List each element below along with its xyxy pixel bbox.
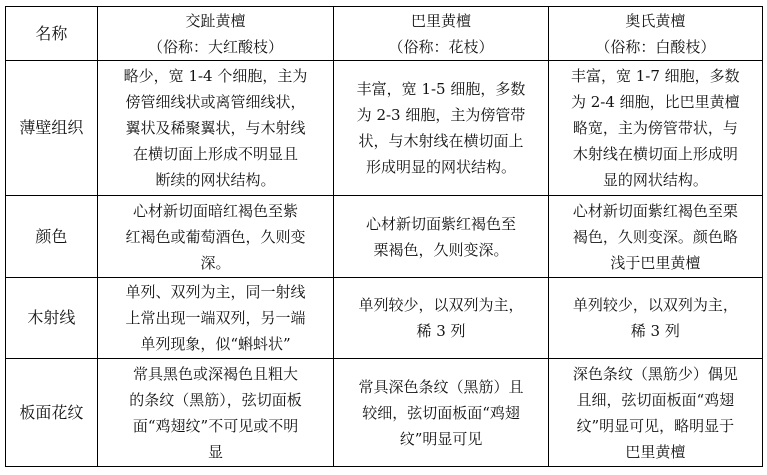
header-row [6, 7, 763, 61]
table-cell: 单列、双列为主，同一射线 上常出现一端双列，另一端 单列现象，似“蝌蚪状” [97, 278, 334, 359]
row-label: 颜色 [6, 196, 98, 278]
table-cell: 单列较少，以双列为主， 稀 3 列 [548, 278, 762, 359]
row-label: 薄壁组织 [6, 61, 98, 196]
table-row [6, 278, 763, 359]
header-dalbergia-bariensis: 巴里黄檀 （俗称：花枝） [334, 7, 548, 61]
table-cell: 深色条纹（黑筋少）偶见 且细，弦切面板面“鸡翅 纹”明显可见，略明显于 巴里黄檀 [548, 359, 762, 467]
table-row [6, 359, 763, 467]
table-cell: 心材新切面紫红褐色至栗 褐色，久则变深。颜色略 浅于巴里黄檀 [548, 196, 762, 278]
row-label: 板面花纹 [6, 359, 98, 467]
table-cell: 常具深色条纹（黑筋）且 较细，弦切面板面“鸡翅 纹”明显可见 [334, 359, 548, 467]
table-cell: 心材新切面紫红褐色至 栗褐色，久则变深。 [334, 196, 548, 278]
table-cell: 心材新切面暗红褐色至紫 红褐色或葡萄酒色，久则变 深。 [97, 196, 334, 278]
row-label: 木射线 [6, 278, 98, 359]
table-cell: 略少，宽 1-4 个细胞，主为 傍管细线状或离管细线状， 翼状及稀聚翼状，与木射线 在横切面上形成不明显且 断续的网状结构。 [97, 61, 334, 196]
table-cell: 常具黑色或深褐色且粗大 的条纹（黑筋），弦切面板 面“鸡翅纹”不可见或不明 显 [97, 359, 334, 467]
header-dalbergia-oliveri: 奥氏黄檀 （俗称：白酸枝） [548, 7, 762, 61]
header-name: 名称 [6, 7, 98, 61]
table-row [6, 196, 763, 278]
table-cell: 单列较少，以双列为主， 稀 3 列 [334, 278, 548, 359]
table-cell: 丰富，宽 1-5 细胞，多数 为 2-3 细胞，主为傍管带 状，与木射线在横切面上 形成明显的网状结构。 [334, 61, 548, 196]
table-cell: 丰富，宽 1-7 细胞，多数 为 2-4 细胞，比巴里黄檀 略宽，主为傍管带状，与 木射线在横切面上形成明 显的网状结构。 [548, 61, 762, 196]
rosewood-comparison-table [5, 6, 763, 467]
table-row [6, 61, 763, 196]
header-dalbergia-cochinchinensis: 交趾黄檀 （俗称：大红酸枝） [97, 7, 334, 61]
